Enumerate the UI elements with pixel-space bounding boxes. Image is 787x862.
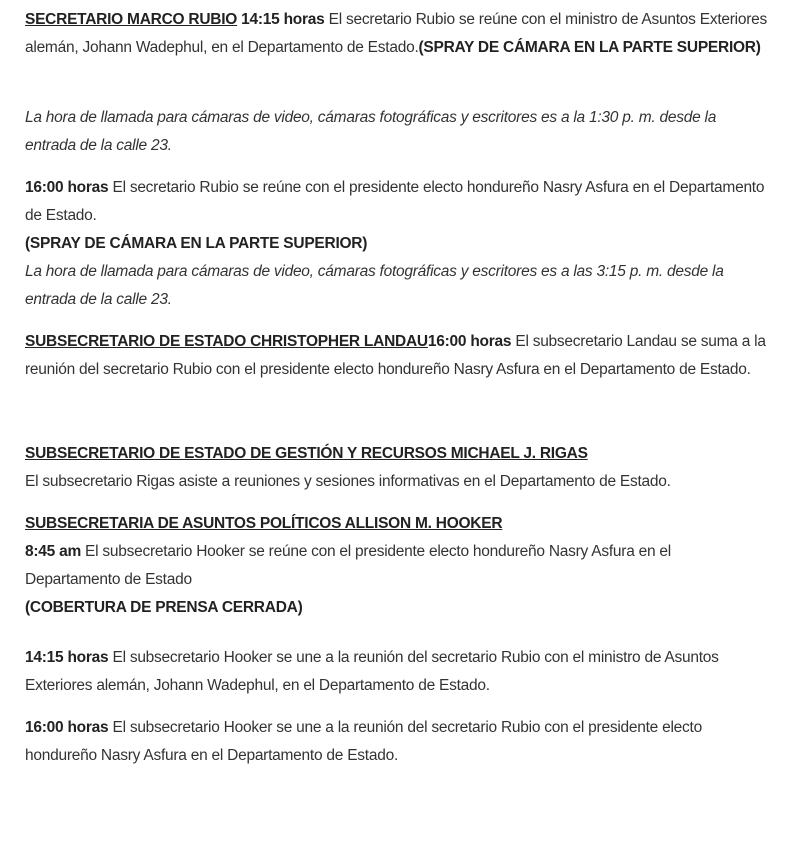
official-heading-landau: SUBSECRETARIO DE ESTADO CHRISTOPHER LANDAU <box>25 333 428 350</box>
entry-text: El subsecretario Hooker se une a la reunión del secretario Rubio con el presidente electo hondureño Nasry Asfura en el Departamento de Estado. <box>25 719 702 764</box>
call-time-note: La hora de llamada para cámaras de video, cámaras fotográficas y escritores es a las 3:15 p. m. desde la entrada de la calle 23. <box>25 263 724 308</box>
landau-entry <box>25 328 767 384</box>
entry-text: El subsecretario Landau se suma a la reunión del secretario Rubio con el presidente electo hondureño Nasry Asfura en el Departamento de Estado. <box>25 333 766 378</box>
rigas-heading <box>25 440 767 468</box>
time-label: 16:00 horas <box>25 719 109 736</box>
call-time-note: La hora de llamada para cámaras de video, cámaras fotográficas y escritores es a la 1:30 p. m. desde la entrada de la calle 23. <box>25 109 717 154</box>
time-label: 14:15 horas <box>241 11 325 28</box>
official-heading-rubio: SECRETARIO MARCO RUBIO <box>25 11 238 28</box>
coverage-note: (SPRAY DE CÁMARA EN LA PARTE SUPERIOR) <box>418 39 761 56</box>
entry-text: El secretario Rubio se reúne con el presidente electo hondureño Nasry Asfura en el Departamento de Estado. <box>25 179 765 224</box>
official-heading-hooker: SUBSECRETARIA DE ASUNTOS POLÍTICOS ALLISON M. HOOKER <box>25 515 503 532</box>
entry-text: El subsecretario Hooker se une a la reunión del secretario Rubio con el ministro de Asuntos Exteriores alemán, Johann Wadephul, en el Departamento de Estado. <box>25 649 719 694</box>
entry-text: El secretario Rubio se reúne con el ministro de Asuntos Exteriores alemán, Johann Wadephul, en el Departamento de Estado. <box>25 11 768 56</box>
coverage-note: (COBERTURA DE PRENSA CERRADA) <box>25 599 303 616</box>
time-label: 14:15 horas <box>25 649 109 666</box>
rigas-entry <box>25 468 767 496</box>
hooker-entry-1600 <box>25 714 767 770</box>
hooker-heading <box>25 510 767 538</box>
official-heading-rigas: SUBSECRETARIO DE ESTADO DE GESTIÓN Y RECURSOS MICHAEL J. RIGAS <box>25 445 588 462</box>
coverage-note: (SPRAY DE CÁMARA EN LA PARTE SUPERIOR) <box>25 235 368 252</box>
entry-text: El subsecretario Hooker se reúne con el presidente electo hondureño Nasry Asfura en el Departamento de Estado <box>25 543 671 588</box>
hooker-entry-0845 <box>25 538 767 594</box>
time-label: 16:00 horas <box>25 179 109 196</box>
rubio-entry-1415 <box>25 6 767 62</box>
time-label: 16:00 horas <box>427 333 512 350</box>
hooker-entry-1415 <box>25 644 767 700</box>
time-label: 8:45 am <box>25 543 81 560</box>
rubio-entry-1600 <box>25 174 767 230</box>
entry-text: El subsecretario Rigas asiste a reuniones y sesiones informativas en el Departamento de Estado. <box>25 473 671 490</box>
